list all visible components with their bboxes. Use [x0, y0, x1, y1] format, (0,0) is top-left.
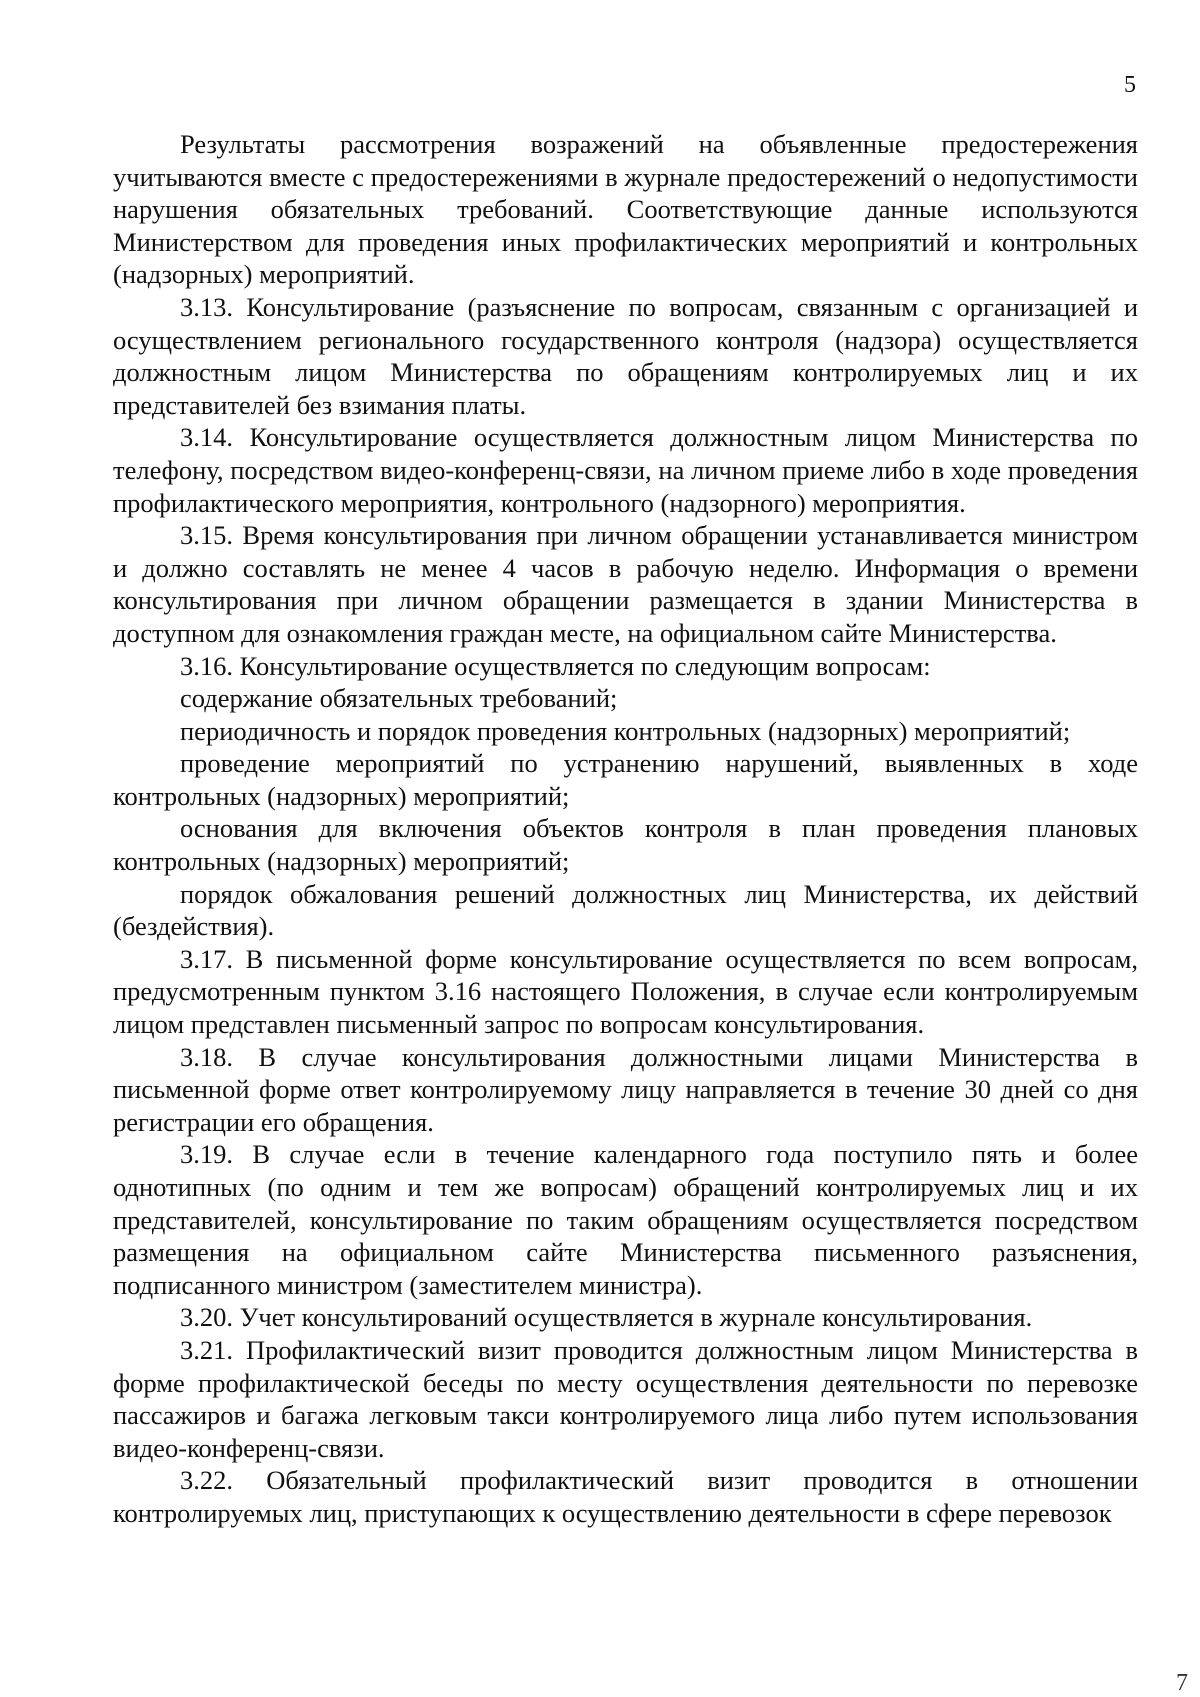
list-item-requirements: содержание обязательных требований; [180, 683, 618, 714]
paragraph-3-13: 3.13. Консультирование (разъяснение по вопросам, связанным с организацией и осуществлением регионального государственного контроля (надзора) осуществляется должностным лицом Министерства по обращениям контролируемых лиц и их представителей без взимания платы. [113, 291, 1138, 420]
document-body [113, 128, 1138, 1530]
paragraph-3-17: 3.17. В письменной форме консультирование осуществляется по всем вопросам, предусмотренным пунктом 3.16 настоящего Положения, в случае если контролируемым лицом представлен письменный запрос по вопросам консультирования. [113, 943, 1138, 1040]
paragraph-3-20: 3.20. Учет консультирований осуществляется в журнале консультирования. [180, 1302, 1033, 1333]
list-item-plan-inclusion: основания для включения объектов контроля в план проведения плановых контрольных (надзорных) мероприятий; [113, 813, 1138, 877]
corner-mark: 7 [1176, 1670, 1188, 1696]
paragraph-3-16: 3.16. Консультирование осуществляется по следующим вопросам: [180, 650, 931, 681]
paragraph-3-18: 3.18. В случае консультирования должностными лицами Министерства в письменной форме ответ контролируемому лицу направляется в течение 30 дней со дня регистрации его обращения. [113, 1041, 1138, 1137]
page-number: 5 [1124, 72, 1136, 98]
paragraph-3-19: 3.19. В случае если в течение календарного года поступило пять и более однотипных (по одним и тем же вопросам) обращений контролируемых лиц и их представителей, консультирование по таким обращениям осуществляется посредством размещения на официальном сайте Министерства письменного разъяснения, подписанного министром (заместителем министра). [113, 1139, 1138, 1300]
paragraph-3-15: 3.15. Время консультирования при личном обращении устанавливается министром и должно составлять не менее 4 часов в рабочую неделю. Информация о времени консультирования при личном обращении размещается в здании Министерства в доступном для ознакомления граждан месте, на официальном сайте Министерства. [113, 520, 1138, 648]
paragraph-objection-results: Результаты рассмотрения возражений на объявленные предостережения учитываются вместе с предостережениями в журнале предостережений о недопустимости нарушения обязательных требований. Соответствующие данные используются Министерством для проведения иных профилактических мероприятий и контрольных (надзорных) мероприятий. [113, 129, 1138, 290]
paragraph-3-22: 3.22. Обязательный профилактический визит проводится в отношении контролируемых лиц, приступающих к осуществлению деятельности в сфере перевозок [113, 1465, 1138, 1528]
paragraph-3-21: 3.21. Профилактический визит проводится должностным лицом Министерства в форме профилактической беседы по месту осуществления деятельности по перевозке пассажиров и багажа легковым такси контролируемого лица либо путем использования видео-конференц-связи. [113, 1334, 1138, 1463]
list-item-violation-remedy: проведение мероприятий по устранению нарушений, выявленных в ходе контрольных (надзорных) мероприятий; [113, 748, 1138, 811]
list-item-periodicity: периодичность и порядок проведения контрольных (надзорных) мероприятий; [180, 715, 1071, 746]
list-item-appeal-procedure: порядок обжалования решений должностных лиц Министерства, их действий (бездействия). [113, 878, 1138, 942]
paragraph-3-14: 3.14. Консультирование осуществляется должностным лицом Министерства по телефону, посредством видео-конференц-связи, на личном приеме либо в ходе проведения профилактического мероприятия, контрольного (надзорного) мероприятия. [113, 422, 1138, 518]
